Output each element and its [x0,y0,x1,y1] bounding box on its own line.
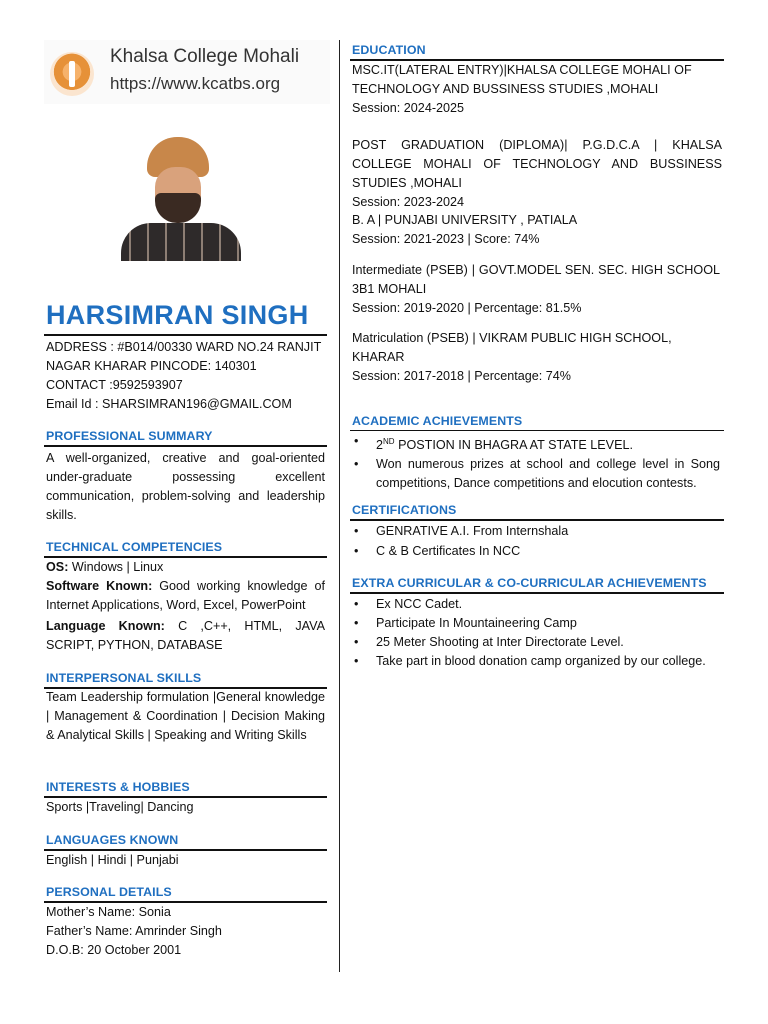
list-item: • Participate In Mountaineering Camp [352,614,720,633]
os-value: Windows | Linux [68,560,164,574]
profile-photo [121,135,241,261]
education-entry [352,261,720,318]
list-item: • Won numerous prizes at school and college level in Song competitions, Dance competitions and elocution contests. [352,455,720,493]
section-rule [350,519,724,521]
contact-number: CONTACT :9592593907 [46,378,183,392]
college-url: https://www.kcatbs.org [110,74,281,93]
column-divider [339,40,340,972]
section-heading-personal-details: PERSONAL DETAILS [46,885,172,899]
section-rule [350,430,724,431]
language-known [46,617,325,655]
name-underline [44,334,327,336]
father-name: Father’s Name: Amrinder Singh [46,924,222,938]
languages-text: English | Hindi | Punjabi [46,853,179,867]
academic-achievements-list [352,432,720,493]
list-item: • 2ND POSTION IN BHAGRA AT STATE LEVEL. [352,432,720,455]
certifications-list [352,522,720,561]
education-entry [352,329,722,386]
education-title: Intermediate (PSEB) | GOVT.MODEL SEN. SEC. HIGH SCHOOL 3B1 MOHALI [352,263,720,296]
email-address: Email Id : SHARSIMRAN196@GMAIL.COM [46,397,292,411]
list-item: • 25 Meter Shooting at Inter Directorate Level. [352,633,720,652]
education-title: Matriculation (PSEB) | VIKRAM PUBLIC HIGH SCHOOL, KHARAR [352,331,672,364]
section-rule [44,445,327,447]
education-entry [352,61,722,118]
software-value: Good working knowledge of Internet Applications, Word, Excel, PowerPoint [46,579,325,612]
section-heading-certifications: CERTIFICATIONS [352,503,457,517]
section-heading-interpersonal-skills: INTERPERSONAL SKILLS [46,671,202,685]
language-value: C ,C++, HTML, JAVA SCRIPT, PYTHON, DATABASE [46,619,325,652]
address-line-2: NAGAR KHARAR PINCODE: 140301 [46,359,257,373]
education-title: POST GRADUATION (DIPLOMA)| P.G.D.C.A | KHALSA COLLEGE MOHALI OF TECHNOLOGY AND BUSSINESS STUDIES ,MOHALI [352,138,722,190]
section-heading-education: EDUCATION [352,43,426,57]
section-heading-extra-curricular: EXTRA CURRICULAR & CO-CURRICULAR ACHIEVEMENTS [352,576,707,590]
education-title: MSC.IT(LATERAL ENTRY)|KHALSA COLLEGE MOHALI OF TECHNOLOGY AND BUSSINESS STUDIES ,MOHALI [352,63,692,96]
section-heading-professional-summary: PROFESSIONAL SUMMARY [46,429,213,443]
software-known [46,577,325,615]
os-line [46,558,325,577]
education-session: Session: 2019-2020 | Percentage: 81.5% [352,301,582,315]
list-item: • C & B Certificates In NCC [352,542,720,561]
education-title: B. A | PUNJABI UNIVERSITY , PATIALA [352,213,578,227]
college-name: Khalsa College Mohali [110,46,300,67]
education-entry [352,136,722,212]
language-label: Language Known: [46,619,165,633]
section-rule [350,592,724,594]
section-heading-interests: INTERESTS & HOBBIES [46,780,190,794]
os-label: OS: [46,560,69,574]
khanda-emblem-icon [50,52,94,96]
candidate-name: HARSIMRAN SINGH [46,300,309,330]
list-item: • Take part in blood donation camp organized by our college. [352,652,720,671]
section-heading-academic-achievements: ACADEMIC ACHIEVEMENTS [352,414,523,428]
date-of-birth: D.O.B: 20 October 2001 [46,943,182,957]
professional-summary-text: A well-organized, creative and goal-oriented under-graduate possessing excellent communication, problem-solving and leadership skills. [46,451,325,522]
section-heading-technical-competencies: TECHNICAL COMPETENCIES [46,540,223,554]
education-session: Session: 2021-2023 | Score: 74% [352,232,540,246]
education-session: Session: 2017-2018 | Percentage: 74% [352,369,571,383]
software-label: Software Known: [46,579,153,593]
section-heading-languages: LANGUAGES KNOWN [46,833,179,847]
interests-text: Sports |Traveling| Dancing [46,800,194,814]
education-session: Session: 2024-2025 [352,101,465,115]
education-entry [352,211,722,249]
extra-curricular-list [352,595,720,671]
college-logo-banner [44,40,330,104]
interpersonal-skills-text: Team Leadership formulation |General knowledge | Management & Coordination | Decision Making & Analytical Skills | Speaking and Writing Skills [46,690,325,742]
education-session: Session: 2023-2024 [352,195,465,209]
mother-name: Mother’s Name: Sonia [46,905,171,919]
list-item: • Ex NCC Cadet. [352,595,720,614]
list-item: • GENRATIVE A.I. From Internshala [352,522,720,541]
address-line-1: ADDRESS : #B014/00330 WARD NO.24 RANJIT [46,340,322,354]
